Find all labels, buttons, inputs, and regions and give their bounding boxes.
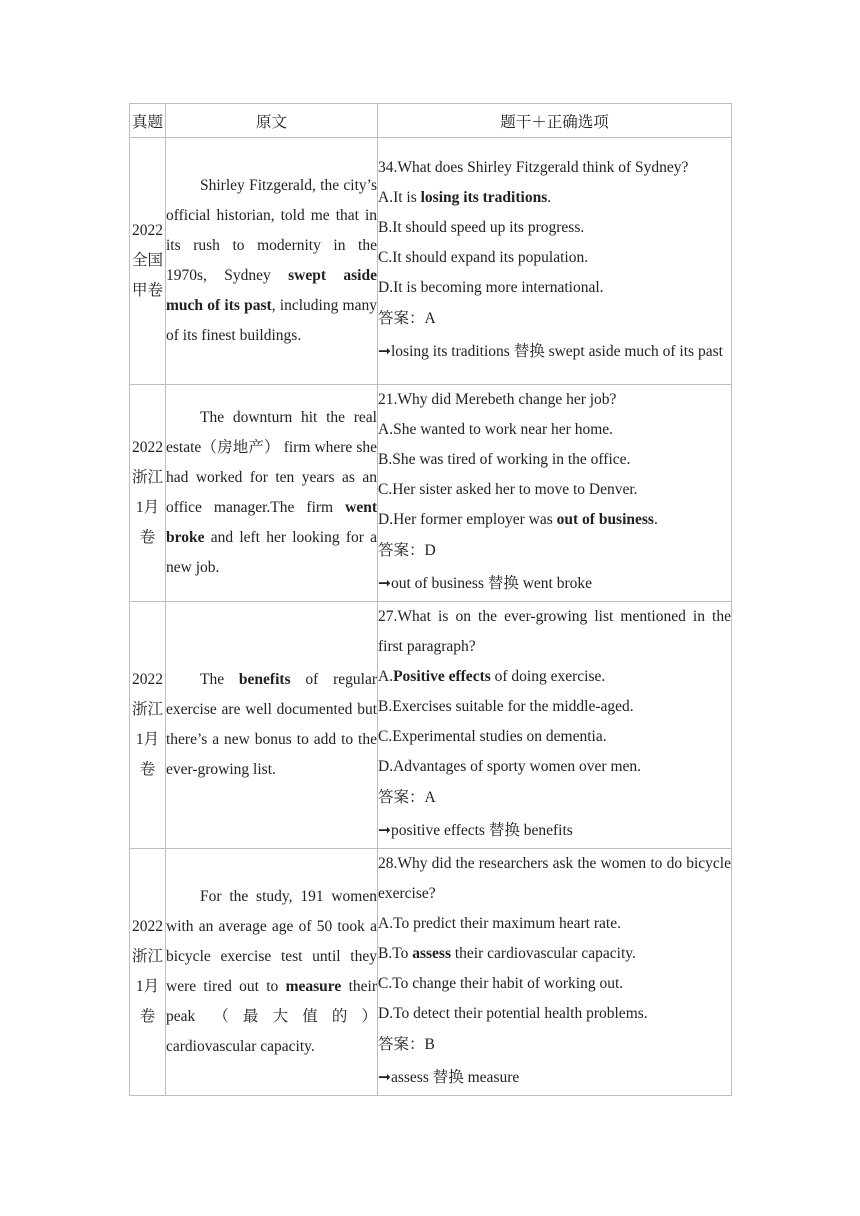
exam-source-cell: 2022浙江1月卷 [130,385,166,602]
original-text-cell [166,849,378,1096]
highlighted-phrase: Positive effects [393,668,491,685]
text-segment: B.She was tired of working in the office. [378,451,631,468]
table-row [130,385,732,602]
answer-line: 答案：D [378,542,436,559]
text-segment: . [547,189,552,206]
replacement-note: ➞positive effects 替换 benefits [378,822,573,839]
text-segment: C.Her sister asked her to move to Denver. [378,481,638,498]
original-text-cell [166,385,378,602]
question-stem: 21.Why did Merebeth change her job? [378,391,617,408]
text-segment: A.It is [378,189,421,206]
option-a [378,183,731,213]
answer-line: 答案：A [378,310,436,327]
text-segment: B.It should speed up its progress. [378,219,585,236]
text-segment: their peak （最大值的） cardiovascular capacity. [166,978,378,1055]
option-c [378,969,731,999]
option-b [378,939,731,969]
text-segment: of regular exercise are well documented but there’s a new bonus to add to the ever-growing list. [166,671,377,778]
highlighted-phrase: measure [285,978,342,995]
answer-line: 答案：B [378,1036,435,1053]
option-a [378,415,731,445]
option-a [378,909,731,939]
question-stem: 27.What is on the ever-growing list mentioned in the first paragraph? [378,608,731,655]
replacement-note: ➞losing its traditions 替换 swept aside much of its past [378,343,723,360]
text-segment: C.Experimental studies on dementia. [378,728,607,745]
header-source-text: 原文 [166,104,378,138]
table-row [130,849,732,1096]
question-stem: 34.What does Shirley Fitzgerald think of Sydney? [378,159,689,176]
option-d [378,505,731,535]
replacement-note: ➞assess 替换 measure [378,1069,520,1086]
question-cell [378,602,732,849]
text-segment: A. [378,668,394,685]
text-segment: C.It should expand its population. [378,249,589,266]
text-segment: D.To detect their potential health problems. [378,1005,648,1022]
text-segment: . [653,511,658,528]
text-segment: The [200,671,239,688]
highlighted-phrase: losing its traditions [420,189,548,206]
table-row [130,138,732,385]
question-cell [378,385,732,602]
question-cell [378,849,732,1096]
exam-source-cell: 2022浙江1月卷 [130,849,166,1096]
original-text-cell [166,602,378,849]
text-segment: The downturn hit the real estate（房地产） firm where she had worked for ten years as an office manager.The firm [166,409,377,516]
highlighted-phrase: benefits [238,671,291,688]
option-d [378,752,731,782]
highlighted-phrase: assess [412,945,451,962]
highlighted-phrase: swept aside much of its past [166,267,377,314]
text-segment: A.To predict their maximum heart rate. [378,915,621,932]
question-stem: 28.Why did the researchers ask the women to do bicycle exercise? [378,855,731,902]
text-segment: their cardiovascular capacity. [451,945,636,962]
option-c [378,243,731,273]
text-segment: Shirley Fitzgerald, the city’s official historian, told me that in its rush to modernity in the 1970s, Sydney [166,177,377,284]
table-row [130,602,732,849]
answer-line: 答案：A [378,789,436,806]
text-segment: D.Advantages of sporty women over men. [378,758,642,775]
option-b [378,213,731,243]
replacement-note: ➞out of business 替换 went broke [378,575,593,592]
text-segment: B.To [378,945,413,962]
highlighted-phrase: went broke [166,499,377,546]
header-exam: 真题 [130,104,166,138]
header-row [130,104,732,138]
text-segment: and left her looking for a new job. [166,529,377,576]
option-d [378,273,731,303]
question-cell [378,138,732,385]
text-segment: A.She wanted to work near her home. [378,421,614,438]
text-segment: of doing exercise. [490,668,606,685]
option-b [378,445,731,475]
text-segment: D.It is becoming more international. [378,279,604,296]
option-c [378,722,731,752]
text-segment: B.Exercises suitable for the middle-aged. [378,698,634,715]
option-a [378,662,731,692]
option-d [378,999,731,1029]
text-segment: C.To change their habit of working out. [378,975,624,992]
text-segment: For the study, 191 women with an average age of 50 took a bicycle exercise test until they were tired out to [166,888,377,995]
option-b [378,692,731,722]
text-segment: , including many of its finest buildings. [166,297,377,344]
exam-source-cell: 2022浙江1月卷 [130,602,166,849]
option-c [378,475,731,505]
original-text-cell [166,138,378,385]
highlighted-phrase: out of business [556,511,654,528]
text-segment: D.Her former employer was [378,511,557,528]
comparison-table [129,103,732,1096]
exam-source-cell: 2022全国甲卷 [130,138,166,385]
header-question-answer: 题干＋正确选项 [378,104,732,138]
